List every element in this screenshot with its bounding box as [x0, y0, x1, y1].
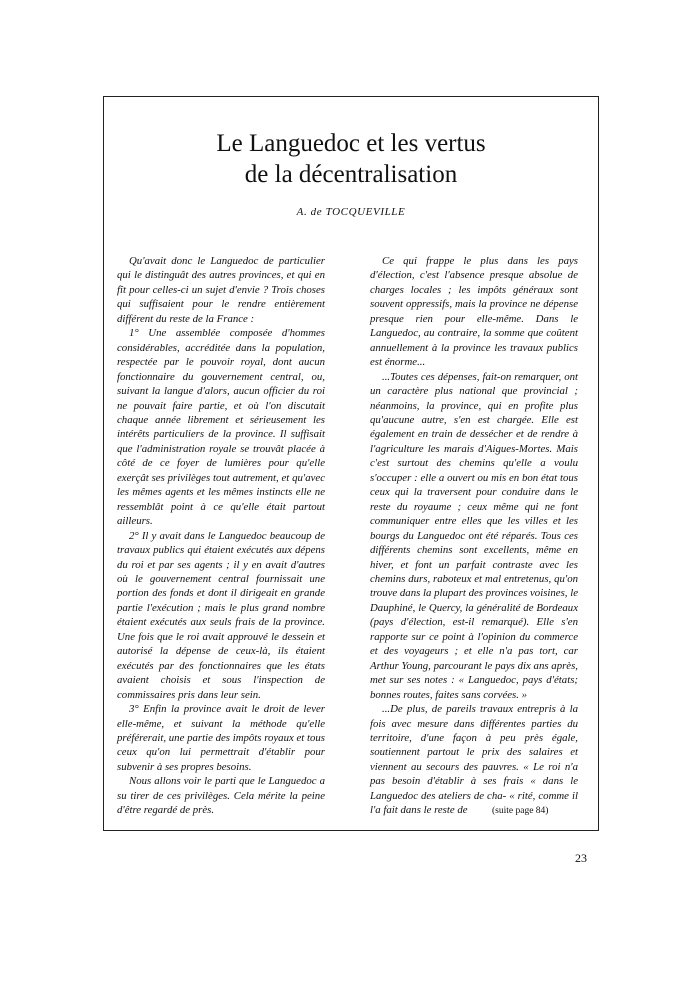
- title-line-1: Le Languedoc et les vertus: [216, 130, 486, 157]
- article-title: [104, 128, 598, 190]
- title-line-2: de la décentralisation: [244, 161, 458, 188]
- continued-note: (suite page 84): [492, 806, 549, 816]
- paragraph: ...Toutes ces dépenses, fait-on remarquer, ont un caractère plus national que provincial ; néanmoins, la province, qui en profite plus qu'aucune autre, s'en est chargée. Elle est également en train de dessécher et de rendre à l'agriculture les marais d'Aigues-Mortes. Mais c'est surtout des chemins qu'elle a voulu s'occuper : elle a ouvert ou mis en bon état tous ceux qui la traversent pour conduire dans le reste du royaume ; ceux même qui ne font communiquer entre elles que les villes et les bourgs du Languedoc ont été réparés. Tous ces différents chemins sont excellents, même en hiver, et font un parfait contraste avec les chemins durs, raboteux et mal entretenus, qu'on trouve dans la plupart des provinces voisines, le Dauphiné, le Quercy, la généralité de Bordeaux (pays d'élection, est-il remarqué). Elle s'en rapporte sur ce point à l'opinion du commerce et des voyageurs ; et elle n'a pas tort, car Arthur Young, parcourant le pays dix ans après, met sur ses notes : « Languedoc, pays d'états; bonnes routes, faites sans corvées. »: [370, 370, 578, 701]
- right-column: [370, 254, 578, 818]
- paragraph: ...De plus, de pareils travaux entrepris à la fois avec mesure dans différentes parties du territoire, d'une façon à peu près égale, soutiennent partout le prix des salaires et viennent au secours des pauvres. « Le roi n'a pas besoin d'établir à ses frais « dans le Languedoc des ateliers de cha- « rité, comme il l'a fait dans le reste de: [370, 703, 578, 817]
- paragraph: 3° Enfin la province avait le droit de lever elle-même, et suivant la méthode qu'elle préférerait, une partie des impôts royaux et tous ceux qu'on lui permettrait d'établir pour subvenir à ses propres besoins.: [117, 703, 325, 773]
- paragraph: 1° Une assemblée composée d'hommes considérables, accréditée dans la population, respectée par le pouvoir royal, dont aucun fonctionnaire du gouvernement central, ou, suivant la langue d'alors, aucun officier du roi ne pouvait faire partie, et où l'on discutait chaque année librement et sérieusement les intérêts particuliers de la province. Il suffisait que l'administration royale se trouvât placée à côté de ce foyer de lumières pour qu'elle exerçât ses privilèges tout autrement, et qu'avec les mêmes agents et les mêmes instincts elle ne ressemblât point à ce qu'elle était partout ailleurs.: [117, 327, 325, 528]
- paragraph: Nous allons voir le parti que le Languedoc a su tirer de ces privilèges. Cela mérite la peine d'être regardé de près.: [117, 775, 325, 817]
- paragraph: 2° Il y avait dans le Languedoc beaucoup de travaux publics qui étaient exécutés aux dépens du roi et par ses agents ; il y en avait d'autres où le gouvernement central fournissait une portion des fonds et dont il dirigeait en grande partie l'exécution ; mais le plus grand nombre étaient exécutés aux seuls frais de la province. Une fois que le roi avait approuvé le dessein et autorisé la dépense de ceux-là, ils étaient exécutés par des fonctionnaires que les états avaient choisis et sous l'inspection de commissaires pris dans leur sein.: [117, 529, 325, 701]
- paragraph: Ce qui frappe le plus dans les pays d'élection, c'est l'absence presque absolue de charges locales ; les impôts généraux sont souvent oppressifs, mais la province ne dépense presque rien pour elle-même. Dans le Languedoc, au contraire, la somme que coûtent annuellement à la province les travaux publics est énorme...: [370, 255, 578, 369]
- author-byline: A. de TOCQUEVILLE: [296, 206, 406, 218]
- article-frame: [103, 96, 599, 831]
- page-number: 23: [575, 851, 587, 865]
- left-column: [117, 254, 325, 818]
- paragraph: Qu'avait donc le Languedoc de particulier qui le distinguât des autres provinces, et qui en fît pour celles-ci un sujet d'envie ? Trois choses qui suffisaient pour le rendre entièrement différent du reste de la France :: [117, 255, 325, 325]
